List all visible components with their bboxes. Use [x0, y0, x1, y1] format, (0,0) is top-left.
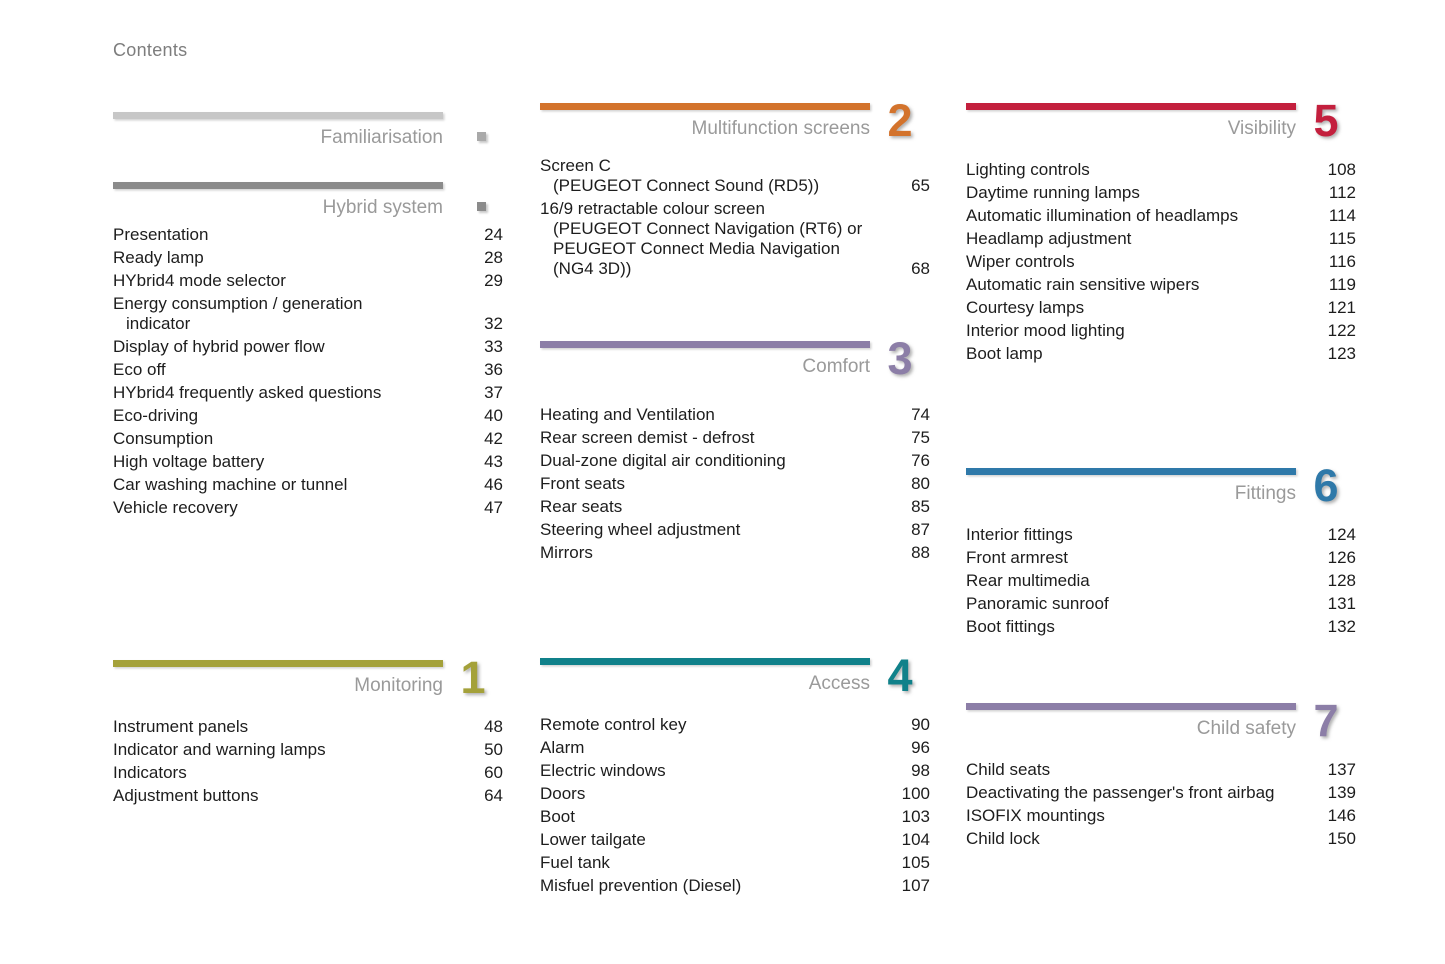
toc-entry-page: 88 — [911, 543, 930, 562]
toc-entry-label: Wiper controls — [966, 252, 1075, 271]
toc-entry-page: 37 — [484, 383, 503, 402]
toc-entry[interactable] — [966, 571, 1356, 591]
toc-entry-label: Fuel tank — [540, 853, 610, 872]
section-item-list — [540, 156, 930, 279]
section-number: 7 — [1313, 695, 1339, 746]
toc-entry[interactable] — [966, 344, 1356, 364]
toc-entry[interactable] — [966, 321, 1356, 341]
toc-entry-label: Front armrest — [966, 548, 1069, 567]
section-title: Hybrid system — [322, 197, 443, 218]
toc-entry-label: Screen C (PEUGEOT Connect Sound (RD5)) — [540, 156, 820, 195]
toc-entry-label: Consumption — [113, 429, 214, 448]
toc-entry-label: Adjustment buttons — [113, 786, 259, 805]
toc-entry[interactable] — [966, 229, 1356, 249]
toc-entry-page: 139 — [1327, 783, 1356, 802]
toc-entry[interactable] — [966, 206, 1356, 226]
section-color-bar — [540, 103, 870, 110]
section-number: 1 — [460, 652, 486, 703]
toc-entry-label: Heating and Ventilation — [540, 405, 715, 424]
section-item-list — [966, 760, 1356, 849]
toc-entry[interactable] — [540, 784, 930, 804]
toc-entry-page: 80 — [911, 474, 930, 493]
toc-entry-page: 98 — [911, 761, 930, 780]
toc-entry-page: 33 — [484, 337, 503, 356]
toc-section-monitoring — [113, 652, 503, 809]
toc-entry[interactable] — [540, 199, 930, 279]
toc-section-familiarisation — [113, 112, 503, 169]
toc-entry-label: Energy consumption / generation indicator — [113, 294, 363, 333]
toc-entry-label: Ready lamp — [113, 248, 204, 267]
toc-entry[interactable] — [966, 829, 1356, 849]
toc-entry-label: Lower tailgate — [540, 830, 646, 849]
toc-entry-label: Misfuel prevention (Diesel) — [540, 876, 742, 895]
section-item-list — [966, 525, 1356, 637]
toc-entry-page: 100 — [901, 784, 930, 803]
toc-entry-label: Indicator and warning lamps — [113, 740, 326, 759]
toc-entry[interactable] — [540, 543, 930, 563]
toc-section-access — [540, 650, 930, 899]
toc-entry-page: 90 — [911, 715, 930, 734]
toc-entry-label: Child seats — [966, 760, 1051, 779]
toc-entry-page: 114 — [1328, 206, 1356, 225]
section-title: Fittings — [1234, 483, 1296, 504]
toc-entry[interactable] — [113, 763, 503, 783]
toc-entry-label: ISOFIX mountings — [966, 806, 1105, 825]
toc-entry[interactable] — [113, 429, 503, 449]
toc-entry-page: 40 — [484, 406, 503, 425]
toc-entry-label: Car washing machine or tunnel — [113, 475, 348, 494]
toc-entry-page: 28 — [484, 248, 503, 267]
toc-section-multifunction-screens — [540, 95, 930, 282]
toc-entry-page: 115 — [1328, 229, 1356, 248]
toc-entry-page: 131 — [1327, 594, 1356, 613]
toc-entry[interactable] — [540, 761, 930, 781]
toc-entry[interactable] — [540, 853, 930, 873]
toc-entry-page: 48 — [484, 717, 503, 736]
toc-section-child-safety — [966, 695, 1356, 852]
toc-entry-label: Rear screen demist - defrost — [540, 428, 755, 447]
toc-entry-label: Panoramic sunroof — [966, 594, 1109, 613]
toc-entry[interactable] — [966, 617, 1356, 637]
toc-entry-label: HYbrid4 frequently asked questions — [113, 383, 382, 402]
toc-section-hybrid-system — [113, 182, 503, 521]
toc-entry-label: Dual-zone digital air conditioning — [540, 451, 786, 470]
toc-entry[interactable] — [540, 474, 930, 494]
toc-section-comfort — [540, 333, 930, 566]
toc-entry-label: Mirrors — [540, 543, 593, 562]
toc-entry-label: Doors — [540, 784, 586, 803]
section-marker-icon — [477, 132, 486, 141]
toc-entry-page: 85 — [911, 497, 930, 516]
toc-entry[interactable] — [113, 498, 503, 518]
toc-entry[interactable] — [540, 520, 930, 540]
section-title: Familiarisation — [320, 127, 443, 148]
toc-entry-label: Eco-driving — [113, 406, 199, 425]
section-color-bar — [113, 182, 443, 189]
section-item-list — [113, 225, 503, 518]
toc-entry-page: 47 — [484, 498, 503, 517]
toc-entry-page: 105 — [901, 853, 930, 872]
toc-entry-page: 112 — [1328, 183, 1356, 202]
toc-entry[interactable] — [113, 383, 503, 403]
toc-entry-page: 60 — [484, 763, 503, 782]
toc-entry-page: 96 — [911, 738, 930, 757]
toc-entry-page: 150 — [1327, 829, 1356, 848]
toc-entry[interactable] — [113, 248, 503, 268]
toc-entry-page: 132 — [1327, 617, 1356, 636]
section-number: 3 — [887, 333, 913, 384]
toc-entry-label: Interior mood lighting — [966, 321, 1125, 340]
section-color-bar — [540, 658, 870, 665]
toc-entry[interactable] — [540, 876, 930, 896]
section-color-bar — [966, 468, 1296, 475]
toc-entry-page: 24 — [484, 225, 503, 244]
toc-entry-label: Deactivating the passenger's front airbag — [966, 783, 1275, 802]
toc-entry-page: 116 — [1328, 252, 1356, 271]
toc-entry[interactable] — [966, 525, 1356, 545]
toc-entry[interactable] — [113, 225, 503, 245]
toc-entry[interactable] — [113, 452, 503, 472]
section-number: 6 — [1313, 460, 1339, 511]
toc-entry[interactable] — [966, 594, 1356, 614]
toc-entry-label: Child lock — [966, 829, 1040, 848]
toc-entry-label: Lighting controls — [966, 160, 1090, 179]
toc-entry-page: 29 — [484, 271, 503, 290]
toc-entry-label: Boot lamp — [966, 344, 1043, 363]
toc-entry[interactable] — [113, 406, 503, 426]
toc-entry-page: 36 — [484, 360, 503, 379]
toc-entry-page: 119 — [1328, 275, 1356, 294]
toc-section-fittings — [966, 460, 1356, 640]
toc-entry-label: Rear seats — [540, 497, 623, 516]
toc-entry[interactable] — [966, 760, 1356, 780]
toc-entry[interactable] — [113, 271, 503, 291]
toc-entry-page: 146 — [1327, 806, 1356, 825]
toc-entry-label: Electric windows — [540, 761, 666, 780]
toc-entry-label: Automatic illumination of headlamps — [966, 206, 1239, 225]
toc-entry-page: 32 — [484, 314, 503, 333]
toc-entry-page: 121 — [1327, 298, 1356, 317]
toc-entry-page: 122 — [1327, 321, 1356, 340]
section-item-list — [113, 717, 503, 806]
toc-entry[interactable] — [540, 497, 930, 517]
toc-entry[interactable] — [540, 156, 930, 196]
toc-entry-page: 103 — [901, 807, 930, 826]
toc-entry[interactable] — [540, 405, 930, 425]
toc-entry-label: Instrument panels — [113, 717, 249, 736]
toc-entry-label: Daytime running lamps — [966, 183, 1140, 202]
toc-entry-label: Vehicle recovery — [113, 498, 238, 517]
toc-entry-page: 65 — [911, 176, 930, 195]
section-marker-icon — [477, 202, 486, 211]
toc-entry-page: 108 — [1327, 160, 1356, 179]
toc-entry[interactable] — [966, 806, 1356, 826]
section-color-bar — [113, 112, 443, 119]
section-title: Monitoring — [354, 675, 443, 696]
toc-entry-page: 46 — [484, 475, 503, 494]
toc-entry[interactable] — [966, 275, 1356, 295]
toc-entry-label: Courtesy lamps — [966, 298, 1085, 317]
toc-entry-page: 43 — [484, 452, 503, 471]
section-title: Visibility — [1227, 118, 1296, 139]
toc-entry-label: Headlamp adjustment — [966, 229, 1132, 248]
toc-entry[interactable] — [540, 830, 930, 850]
toc-entry-label: 16/9 retractable colour screen (PEUGEOT Connect Navigation (RT6) or PEUGEOT Connect Media Navigation (NG4 3D)) — [540, 199, 863, 278]
toc-entry[interactable] — [966, 298, 1356, 318]
toc-entry-label: Steering wheel adjustment — [540, 520, 741, 539]
toc-entry-page: 104 — [901, 830, 930, 849]
section-title: Access — [808, 673, 870, 694]
toc-entry-page: 74 — [911, 405, 930, 424]
toc-entry-label: Automatic rain sensitive wipers — [966, 275, 1200, 294]
toc-entry[interactable] — [113, 337, 503, 357]
section-title: Comfort — [802, 356, 870, 377]
section-color-bar — [540, 341, 870, 348]
toc-entry-page: 107 — [901, 876, 930, 895]
section-title: Multifunction screens — [691, 118, 870, 139]
page-title: Contents — [113, 40, 188, 60]
section-color-bar — [966, 103, 1296, 110]
toc-entry[interactable] — [113, 717, 503, 737]
section-color-bar — [113, 660, 443, 667]
toc-entry-label: HYbrid4 mode selector — [113, 271, 286, 290]
toc-entry[interactable] — [113, 294, 503, 334]
toc-entry[interactable] — [966, 252, 1356, 272]
section-item-list — [540, 405, 930, 563]
toc-entry[interactable] — [113, 786, 503, 806]
toc-entry-page: 128 — [1327, 571, 1356, 590]
toc-entry-label: Eco off — [113, 360, 166, 379]
section-number: 2 — [887, 95, 913, 146]
toc-entry[interactable] — [540, 738, 930, 758]
toc-entry[interactable] — [966, 548, 1356, 568]
toc-entry-label: High voltage battery — [113, 452, 265, 471]
section-number: 5 — [1313, 95, 1339, 146]
section-title: Child safety — [1196, 718, 1296, 739]
toc-entry[interactable] — [113, 475, 503, 495]
toc-entry-page: 137 — [1327, 760, 1356, 779]
toc-entry-page: 68 — [911, 259, 930, 278]
toc-entry[interactable] — [540, 807, 930, 827]
toc-entry-page: 64 — [484, 786, 503, 805]
toc-entry-label: Rear multimedia — [966, 571, 1090, 590]
section-item-list — [966, 160, 1356, 364]
toc-entry[interactable] — [966, 783, 1356, 803]
section-number: 4 — [887, 650, 913, 701]
toc-entry-label: Alarm — [540, 738, 585, 757]
toc-entry[interactable] — [540, 715, 930, 735]
toc-entry[interactable] — [540, 451, 930, 471]
toc-entry-page: 75 — [911, 428, 930, 447]
toc-entry-label: Boot fittings — [966, 617, 1055, 636]
toc-entry-page: 123 — [1327, 344, 1356, 363]
toc-entry[interactable] — [966, 183, 1356, 203]
section-color-bar — [966, 703, 1296, 710]
toc-entry-page: 50 — [484, 740, 503, 759]
section-item-list — [540, 715, 930, 896]
toc-entry-label: Remote control key — [540, 715, 687, 734]
toc-entry[interactable] — [540, 428, 930, 448]
toc-entry-label: Display of hybrid power flow — [113, 337, 325, 356]
toc-entry-label: Presentation — [113, 225, 209, 244]
toc-entry-label: Interior fittings — [966, 525, 1073, 544]
toc-entry[interactable] — [113, 360, 503, 380]
toc-entry-label: Indicators — [113, 763, 187, 782]
toc-section-visibility — [966, 95, 1356, 367]
toc-entry-page: 87 — [911, 520, 930, 539]
toc-entry[interactable] — [966, 160, 1356, 180]
toc-entry-page: 42 — [484, 429, 503, 448]
toc-entry-page: 126 — [1327, 548, 1356, 567]
toc-entry-label: Boot — [540, 807, 575, 826]
toc-entry-page: 124 — [1327, 525, 1356, 544]
toc-entry-label: Front seats — [540, 474, 626, 493]
toc-entry-page: 76 — [911, 451, 930, 470]
toc-entry[interactable] — [113, 740, 503, 760]
